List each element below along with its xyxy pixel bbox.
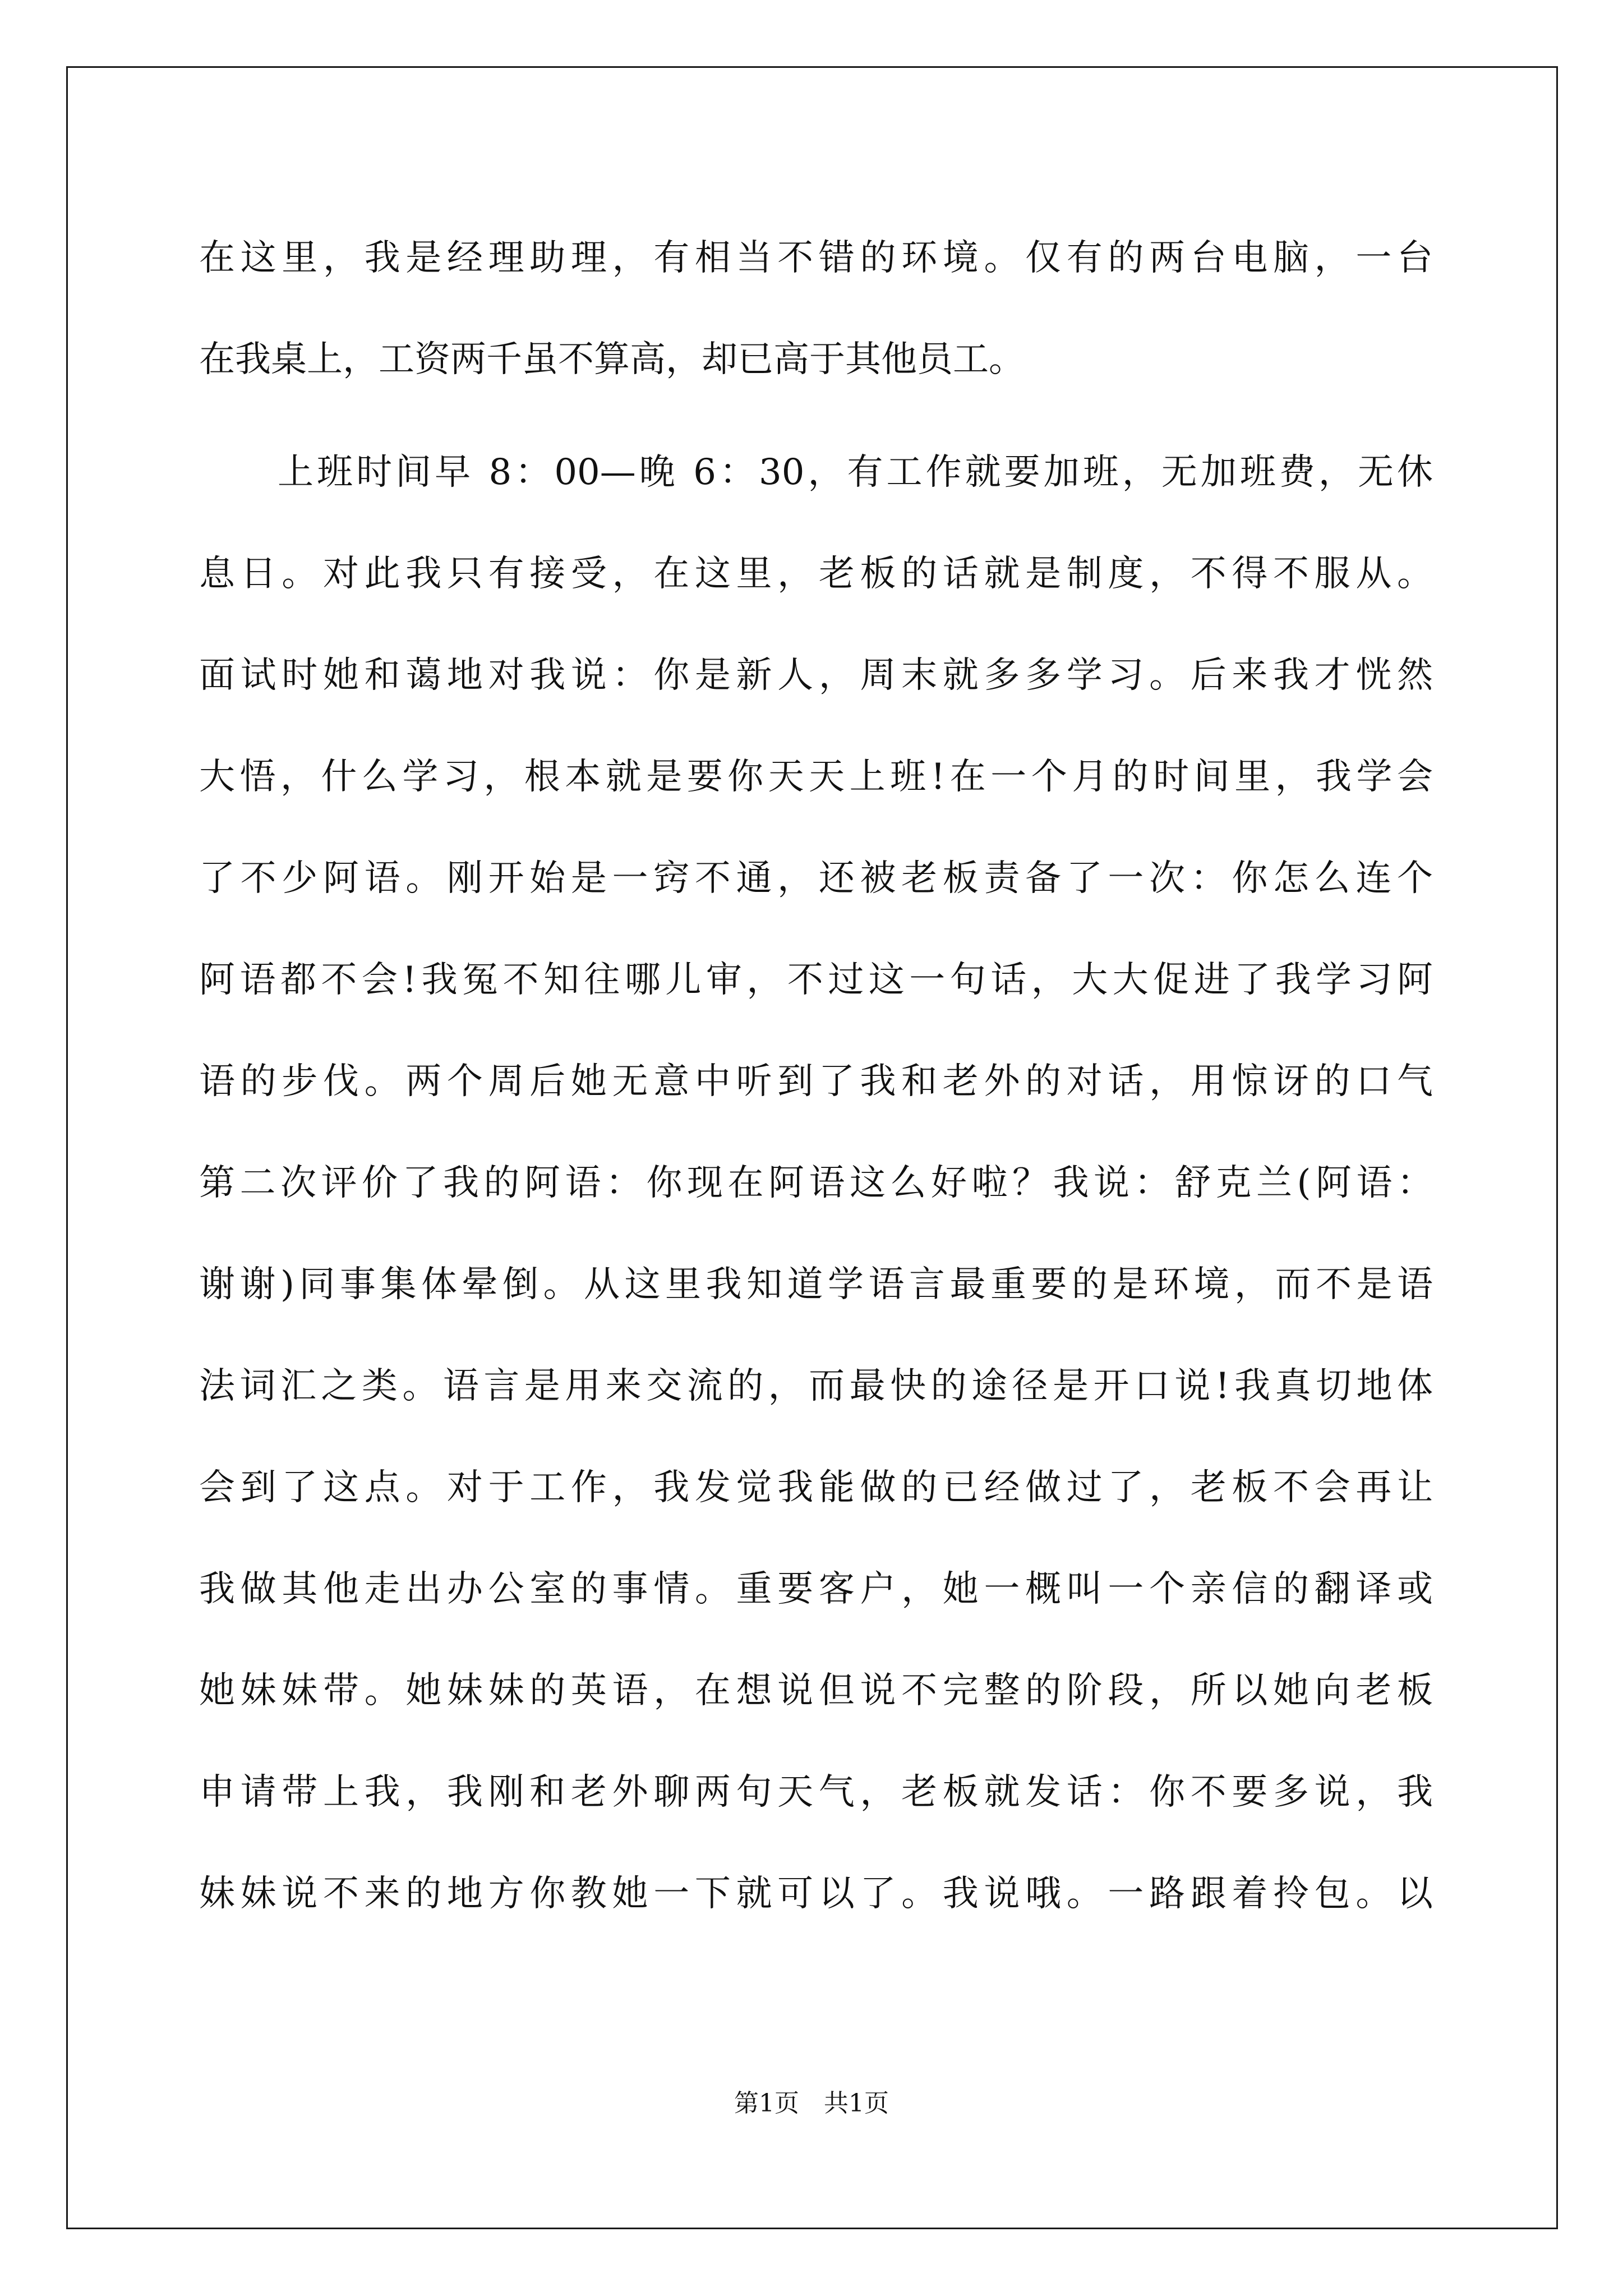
text-line: 妹妹说不来的地方你教她一下就可以了。我说哦。一路跟着拎包。以 xyxy=(199,1873,1433,1915)
text-line: 面试时她和蔼地对我说：你是新人，周末就多多学习。后来我才恍然 xyxy=(199,655,1433,696)
text-line: 法词汇之类。语言是用来交流的，而最快的途径是开口说!我真切地体 xyxy=(199,1365,1433,1407)
text-line: 在这里，我是经理助理，有相当不错的环境。仅有的两台电脑，一台 xyxy=(199,237,1433,279)
text-line: 了不少阿语。刚开始是一窍不通，还被老板责备了一次：你怎么连个 xyxy=(199,858,1433,899)
text-line: 息日。对此我只有接受，在这里，老板的话就是制度，不得不服从。 xyxy=(199,553,1433,595)
text-line: 阿语都不会!我冤不知往哪儿审，不过这一句话，大大促进了我学习阿 xyxy=(199,959,1433,1001)
text-line: 申请带上我，我刚和老外聊两句天气，老板就发话：你不要多说，我 xyxy=(199,1772,1433,1813)
text-line: 第二次评价了我的阿语：你现在阿语这么好啦？我说：舒克兰(阿语： xyxy=(199,1162,1433,1204)
paragraph-2 xyxy=(199,422,1433,1945)
text-line: 上班时间早 8：00—晚 6：30，有工作就要加班，无加班费，无休 xyxy=(278,452,1433,493)
page-number-footer: 第1页 共1页 xyxy=(734,2089,889,2118)
text-line: 在我桌上，工资两千虽不算高，却已高于其他员工。 xyxy=(199,339,1025,380)
paragraph-gap xyxy=(199,411,1433,422)
text-line: 会到了这点。对于工作，我发觉我能做的已经做过了，老板不会再让 xyxy=(199,1467,1433,1508)
text-line: 她妹妹带。她妹妹的英语，在想说但说不完整的阶段，所以她向老板 xyxy=(199,1670,1433,1711)
text-line: 大悟，什么学习，根本就是要你天天上班!在一个月的时间里，我学会 xyxy=(199,756,1433,798)
text-line: 谢谢)同事集体晕倒。从这里我知道学语言最重要的是环境，而不是语 xyxy=(199,1264,1433,1305)
paragraph-1 xyxy=(199,208,1433,411)
text-line: 我做其他走出办公室的事情。重要客户，她一概叫一个亲信的翻译或 xyxy=(199,1568,1433,1610)
document-body xyxy=(199,208,1433,1945)
text-line: 语的步伐。两个周后她无意中听到了我和老外的对话，用惊讶的口气 xyxy=(199,1061,1433,1102)
